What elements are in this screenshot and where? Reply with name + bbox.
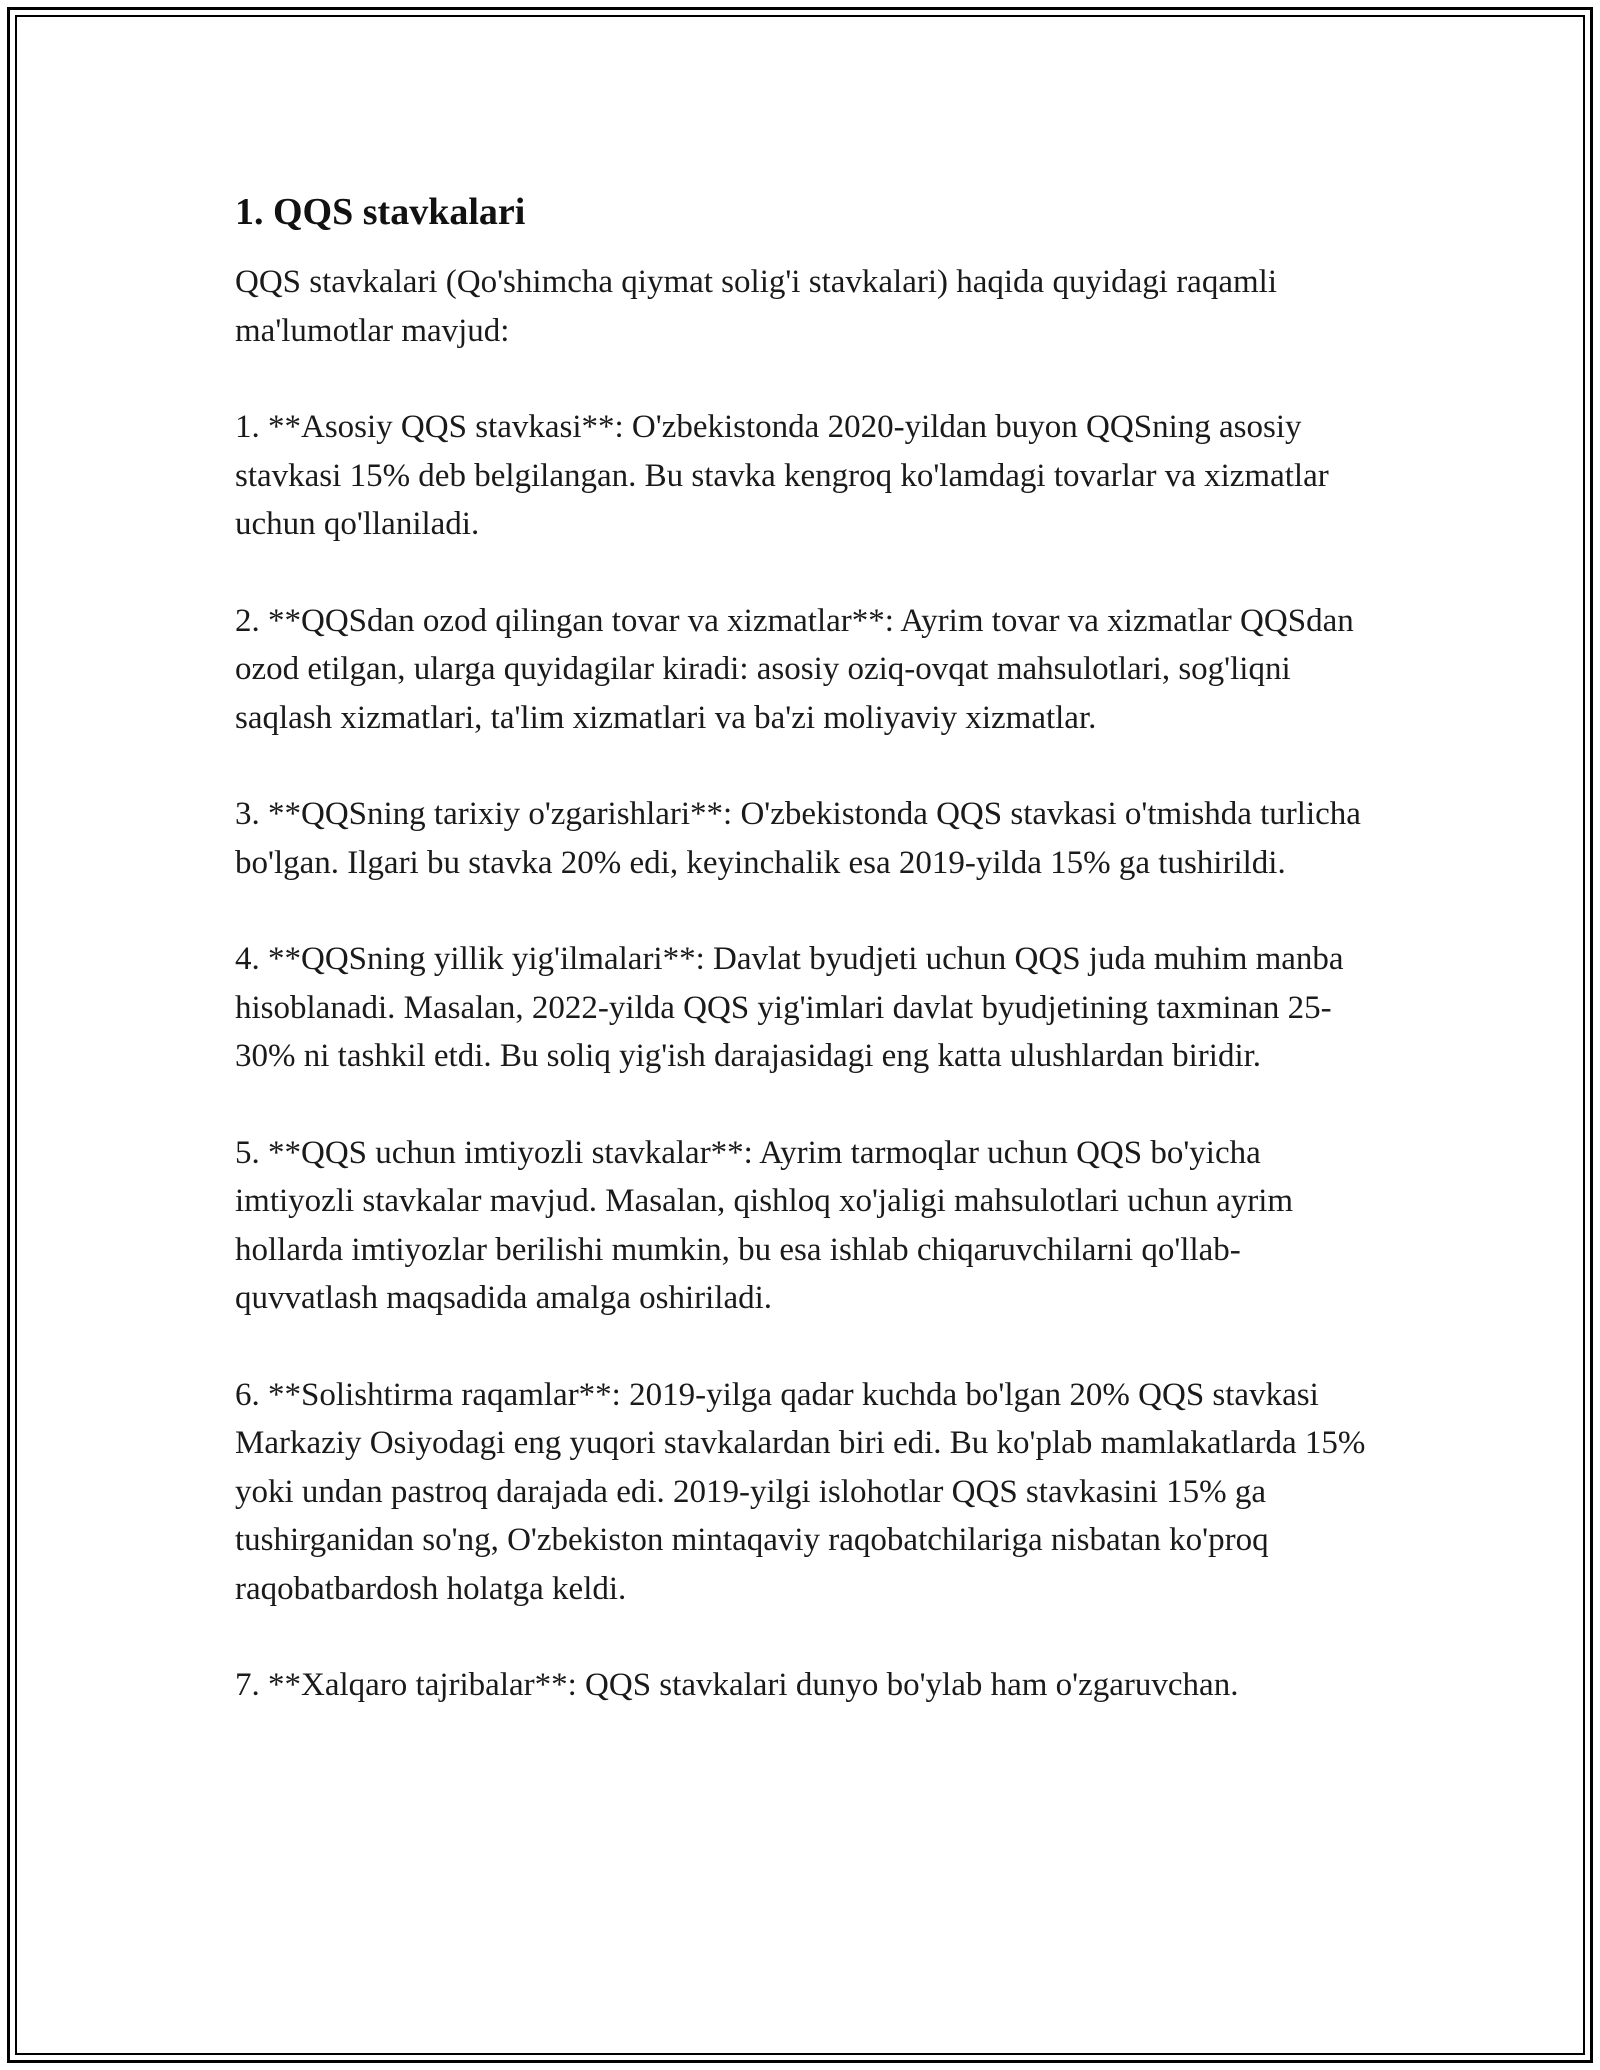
list-item-6: 6. **Solishtirma raqamlar**: 2019-yilga qadar kuchda bo'lgan 20% QQS stavkasi Markaziy Osiyodagi eng yuqori stavkalardan biri edi. Bu ko'plab mamlakatlarda 15% yoki undan pastroq darajada edi. 2019-yilgi islohotlar QQS stavkasini 15% ga tushirganidan so'ng, O'zbekiston mintaqaviy raqobatchilariga nisbatan ko'proq raqobatbardosh holatga keldi. bbox=[235, 1376, 1366, 1607]
document-body bbox=[235, 186, 1375, 1758]
intro-paragraph: QQS stavkalari (Qo'shimcha qiymat solig'i stavkalari) haqida quyidagi raqamli ma'lumotlar mavjud: bbox=[235, 264, 1277, 349]
list-item-1: 1. **Asosiy QQS stavkasi**: O'zbekistonda 2020-yildan buyon QQSning asosiy stavkasi 15% deb belgilangan. Bu stavka kengroq ko'lamdagi tovarlar va xizmatlar uchun qo'llaniladi. bbox=[235, 409, 1329, 542]
list-item-5: 5. **QQS uchun imtiyozli stavkalar**: Ayrim tarmoqlar uchun QQS bo'yicha imtiyozli stavkalar mavjud. Masalan, qishloq xo'jaligi mahsulotlari uchun ayrim hollarda imtiyozlar berilishi mumkin, bu esa ishlab chiqaruvchilarni qo'llab-quvvatlash maqsadida amalga oshiriladi. bbox=[235, 1134, 1294, 1316]
list-item-2: 2. **QQSdan ozod qilingan tovar va xizmatlar**: Ayrim tovar va xizmatlar QQSdan ozod etilgan, ularga quyidagilar kiradi: asosiy oziq-ovqat mahsulotlari, sog'liqni saqlash xizmatlari, ta'lim xizmatlari va ba'zi moliyaviy xizmatlar. bbox=[235, 602, 1354, 736]
list-item-4: 4. **QQSning yillik yig'ilmalari**: Davlat byudjeti uchun QQS juda muhim manba hisoblanadi. Masalan, 2022-yilda QQS yig'imlari davlat byudjetining taxminan 25-30% ni tashkil etdi. Bu soliq yig'ish darajasidagi eng katta ulushlardan biridir. bbox=[235, 941, 1344, 1074]
list-item-3: 3. **QQSning tarixiy o'zgarishlari**: O'zbekistonda QQS stavkasi o'tmishda turlicha bo'lgan. Ilgari bu stavka 20% edi, keyinchalik esa 2019-yilda 15% ga tushirildi. bbox=[235, 796, 1361, 881]
list-item-7: 7. **Xalqaro tajribalar**: QQS stavkalari dunyo bo'ylab ham o'zgaruvchan. bbox=[235, 1667, 1239, 1703]
section-heading: 1. QQS stavkalari bbox=[235, 191, 526, 233]
